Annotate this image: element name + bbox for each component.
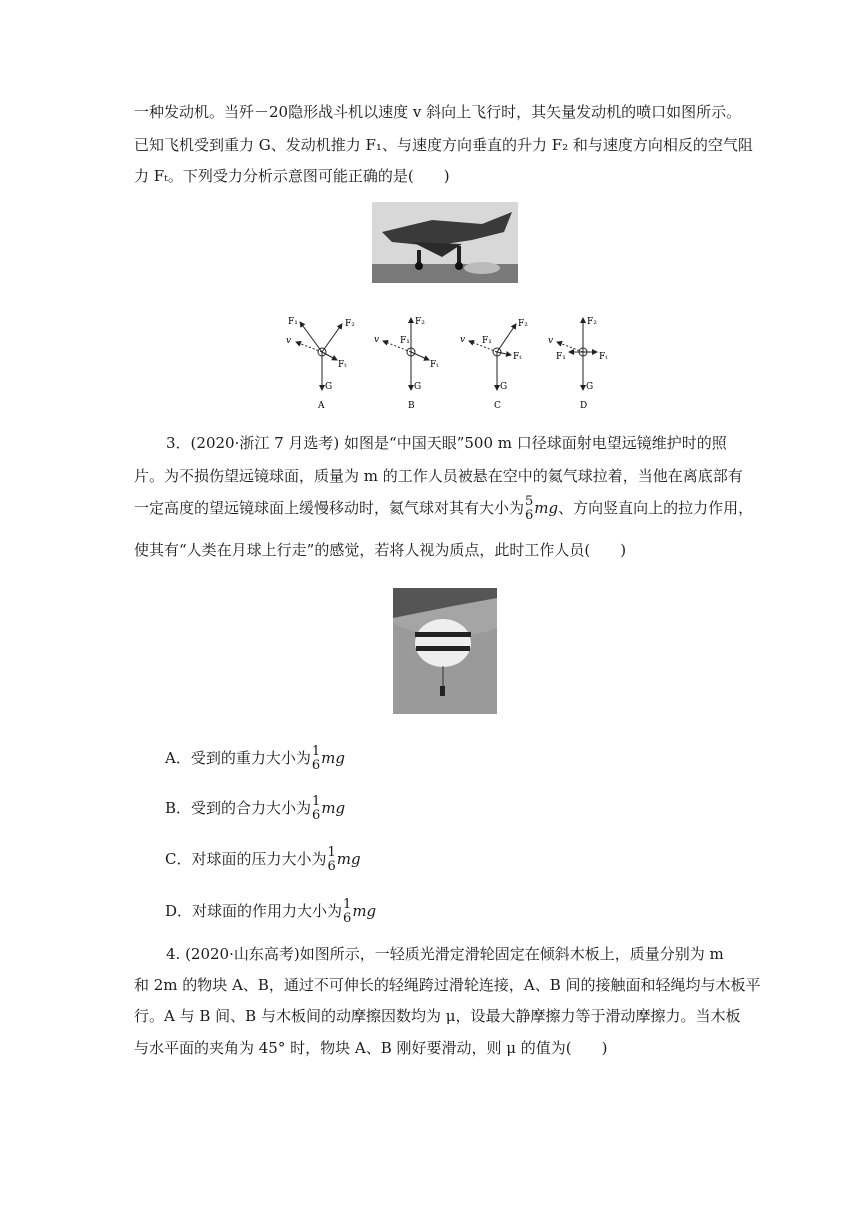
q3-line3-text-b: 、方向竖直向上的拉力作用， bbox=[558, 499, 754, 517]
fraction-one-sixth bbox=[312, 745, 320, 773]
q4-line2: 和 2m 的物块 A、B，通过不可伸长的轻绳跨过滑轮连接，A、B 间的接触面和轻绳均与木板平 bbox=[134, 976, 761, 994]
option-a-text: A．受到的重力大小为 bbox=[165, 749, 311, 767]
diagram-c bbox=[460, 319, 528, 411]
fraction-numerator: 1 bbox=[312, 794, 321, 809]
fraction-denominator: 6 bbox=[525, 508, 534, 523]
diagram-b bbox=[374, 317, 439, 411]
option-b[interactable] bbox=[165, 790, 345, 826]
fraction-one-sixth bbox=[327, 846, 335, 874]
q3-mg: mg bbox=[534, 499, 559, 517]
option-d-unit: mg bbox=[352, 902, 377, 920]
label-ff: Fₜ bbox=[430, 360, 439, 370]
fraction-denominator: 6 bbox=[343, 911, 352, 926]
fraction-five-sixths bbox=[525, 495, 533, 523]
fraction-denominator: 6 bbox=[327, 859, 336, 874]
label-f2: F₂ bbox=[518, 319, 528, 329]
option-b-text: B．受到的合力大小为 bbox=[165, 799, 312, 817]
fraction-numerator: 1 bbox=[327, 845, 336, 860]
label-v: v bbox=[548, 336, 554, 346]
diagram-a-label: A bbox=[318, 401, 325, 411]
q3-line2: 片。为不损伤望远镜球面，质量为 m 的工作人员被悬在空中的氦气球拉着，当他在离底部有 bbox=[134, 467, 743, 485]
q2-line2: 已知飞机受到重力 G、发动机推力 F₁、与速度方向垂直的升力 F₂ 和与速度方向相反的空气阻 bbox=[134, 136, 753, 154]
option-a-unit: mg bbox=[321, 749, 345, 767]
fighter-jet-photo bbox=[372, 202, 518, 283]
label-v: v bbox=[460, 335, 466, 345]
fraction-denominator: 6 bbox=[312, 808, 321, 823]
label-f1: F₁ bbox=[482, 336, 492, 346]
q3-line3-text-a: 一定高度的望远镜球面上缓慢移动时，氦气球对其有大小为 bbox=[134, 499, 525, 517]
option-d-text: D．对球面的作用力大小为 bbox=[165, 902, 343, 920]
diagram-b-label: B bbox=[408, 401, 415, 411]
label-g: G bbox=[325, 382, 333, 392]
label-v: v bbox=[286, 336, 292, 346]
diagram-c-label: C bbox=[494, 401, 501, 411]
label-f2: F₂ bbox=[345, 319, 355, 329]
diagram-a bbox=[286, 317, 355, 411]
q2-line3: 力 Fₜ。下列受力分析示意图可能正确的是( ) bbox=[134, 167, 450, 185]
label-f1: F₁ bbox=[556, 352, 566, 362]
fraction-numerator: 5 bbox=[525, 494, 534, 509]
option-d[interactable] bbox=[165, 893, 376, 929]
option-b-unit: mg bbox=[321, 799, 346, 817]
diagram-d-label: D bbox=[580, 401, 588, 411]
label-v: v bbox=[374, 335, 380, 345]
q4-line1: 4. (2020·山东高考)如图所示，一轻质光滑定滑轮固定在倾斜木板上，质量分别为 m bbox=[166, 945, 724, 963]
label-ff: Fₜ bbox=[513, 352, 522, 362]
option-a[interactable] bbox=[165, 740, 345, 776]
option-c[interactable] bbox=[165, 841, 361, 877]
label-f2: F₂ bbox=[415, 317, 425, 327]
label-g: G bbox=[414, 382, 422, 392]
label-f2: F₂ bbox=[587, 317, 597, 327]
option-c-text: C．对球面的压力大小为 bbox=[165, 850, 327, 868]
fraction-numerator: 1 bbox=[343, 897, 352, 912]
q4-line4: 与水平面的夹角为 45° 时，物块 A、B 刚好要滑动，则 μ 的值为( ) bbox=[134, 1039, 608, 1057]
force-diagrams bbox=[0, 312, 860, 412]
fraction-numerator: 1 bbox=[311, 744, 321, 759]
label-f1: F₁ bbox=[288, 317, 298, 327]
fraction-one-sixth bbox=[312, 795, 320, 823]
q4-line3: 行。A 与 B 间、B 与木板间的动摩擦因数均为 μ，设最大静摩擦力等于滑动摩擦力。当木板 bbox=[134, 1007, 741, 1025]
q3-line4: 使其有“人类在月球上行走”的感觉，若将人视为质点，此时工作人员( ) bbox=[134, 541, 627, 559]
q2-line1: 一种发动机。当歼－20隐形战斗机以速度 v 斜向上飞行时，其矢量发动机的喷口如图所示。 bbox=[134, 103, 742, 121]
q3-line3 bbox=[134, 492, 753, 524]
label-ff: Fₜ bbox=[599, 352, 608, 362]
label-g: G bbox=[500, 382, 508, 392]
label-f1: F₁ bbox=[400, 336, 410, 346]
label-ff: Fₜ bbox=[338, 360, 347, 370]
fraction-one-sixth bbox=[343, 898, 351, 926]
balloon-photo bbox=[393, 588, 497, 714]
fraction-denominator: 6 bbox=[311, 758, 321, 773]
q3-line1: 3．(2020·浙江 7 月选考) 如图是“中国天眼”500 m 口径球面射电望远镜维护时的照 bbox=[166, 434, 727, 452]
option-c-unit: mg bbox=[336, 850, 361, 868]
label-g: G bbox=[586, 382, 594, 392]
diagram-d bbox=[548, 317, 608, 411]
